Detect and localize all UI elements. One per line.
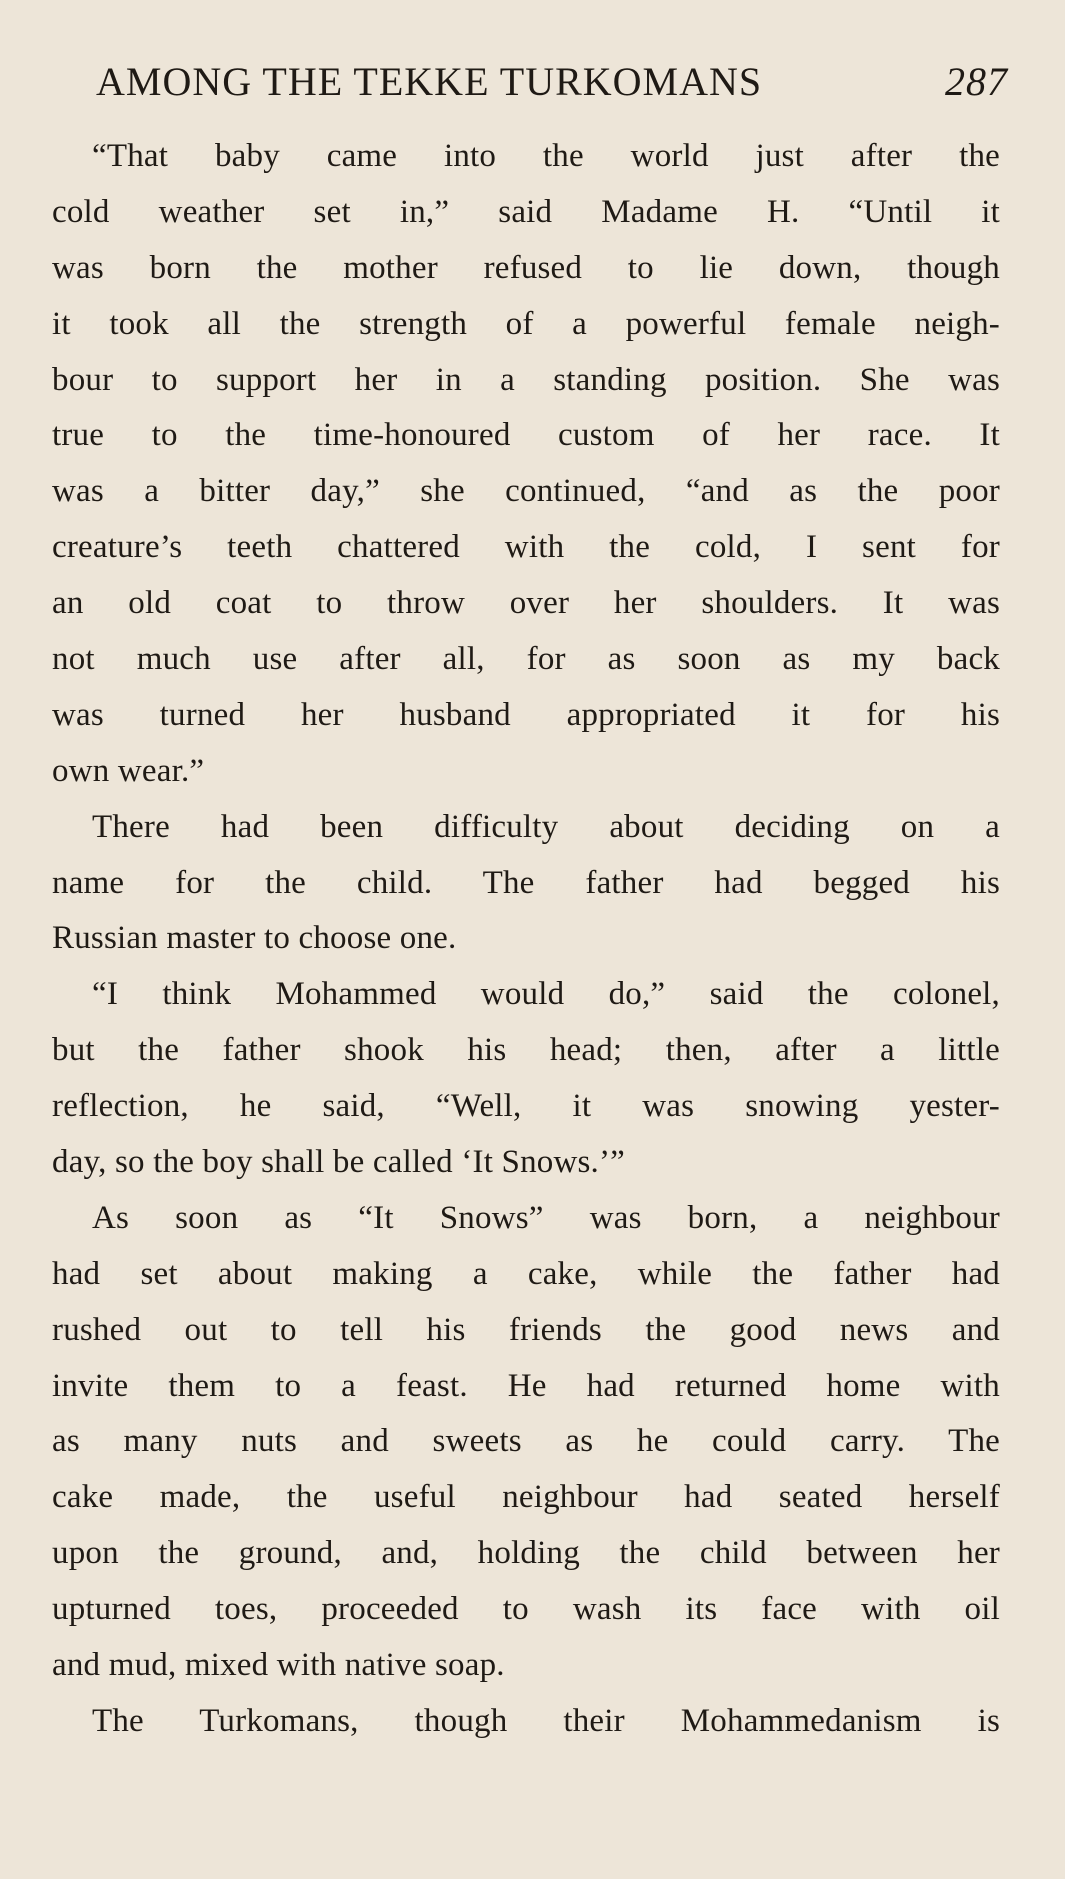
text-line: As soon as “It Snows” was born, a neighbour	[92, 1199, 1000, 1236]
text-line: cold weather set in,” said Madame H. “Until it	[52, 193, 1000, 230]
running-title: AMONG THE TEKKE TURKOMANS	[96, 59, 763, 104]
running-header	[96, 52, 1008, 112]
text-line: was born the mother refused to lie down, though	[52, 249, 1000, 286]
text-line: as many nuts and sweets as he could carry. The	[52, 1423, 1000, 1460]
body-text	[52, 129, 1000, 1750]
text-line: but the father shook his head; then, after a little	[52, 1032, 1000, 1069]
text-line: invite them to a feast. He had returned home with	[52, 1367, 1000, 1404]
text-line: creature’s teeth chattered with the cold, I sent for	[52, 529, 1000, 566]
page-number: 287	[945, 59, 1008, 104]
text-line: cake made, the useful neighbour had seated herself	[52, 1479, 1000, 1516]
text-line: was turned her husband appropriated it for his	[52, 696, 1000, 733]
text-line: day, so the boy shall be called ‘It Snows.’”	[52, 1144, 626, 1181]
text-line: and mud, mixed with native soap.	[52, 1647, 505, 1684]
text-line: Russian master to choose one.	[52, 920, 457, 957]
text-line: own wear.”	[52, 752, 205, 789]
text-line: upon the ground, and, holding the child between her	[52, 1535, 1000, 1572]
text-line: bour to support her in a standing position. She was	[52, 361, 1000, 398]
text-line: rushed out to tell his friends the good news and	[52, 1311, 1000, 1348]
text-line: upturned toes, proceeded to wash its face with oil	[52, 1591, 1000, 1628]
text-line: reflection, he said, “Well, it was snowing yester-	[52, 1088, 1000, 1125]
text-line: There had been difficulty about deciding on a	[92, 808, 1000, 845]
text-line: not much use after all, for as soon as my back	[52, 641, 1000, 678]
text-line: was a bitter day,” she continued, “and as the poor	[52, 473, 1000, 510]
text-line: an old coat to throw over her shoulders. It was	[52, 585, 1000, 622]
text-line: “I think Mohammed would do,” said the colonel,	[92, 976, 1000, 1013]
text-line: had set about making a cake, while the father had	[52, 1255, 1000, 1292]
text-line: true to the time-honoured custom of her race. It	[52, 417, 1000, 454]
text-line: name for the child. The father had begged his	[52, 864, 1000, 901]
text-line: The Turkomans, though their Mohammedanism is	[92, 1702, 1000, 1739]
text-line: it took all the strength of a powerful female neigh-	[52, 305, 1000, 342]
text-line: “That baby came into the world just after the	[92, 138, 1000, 174]
